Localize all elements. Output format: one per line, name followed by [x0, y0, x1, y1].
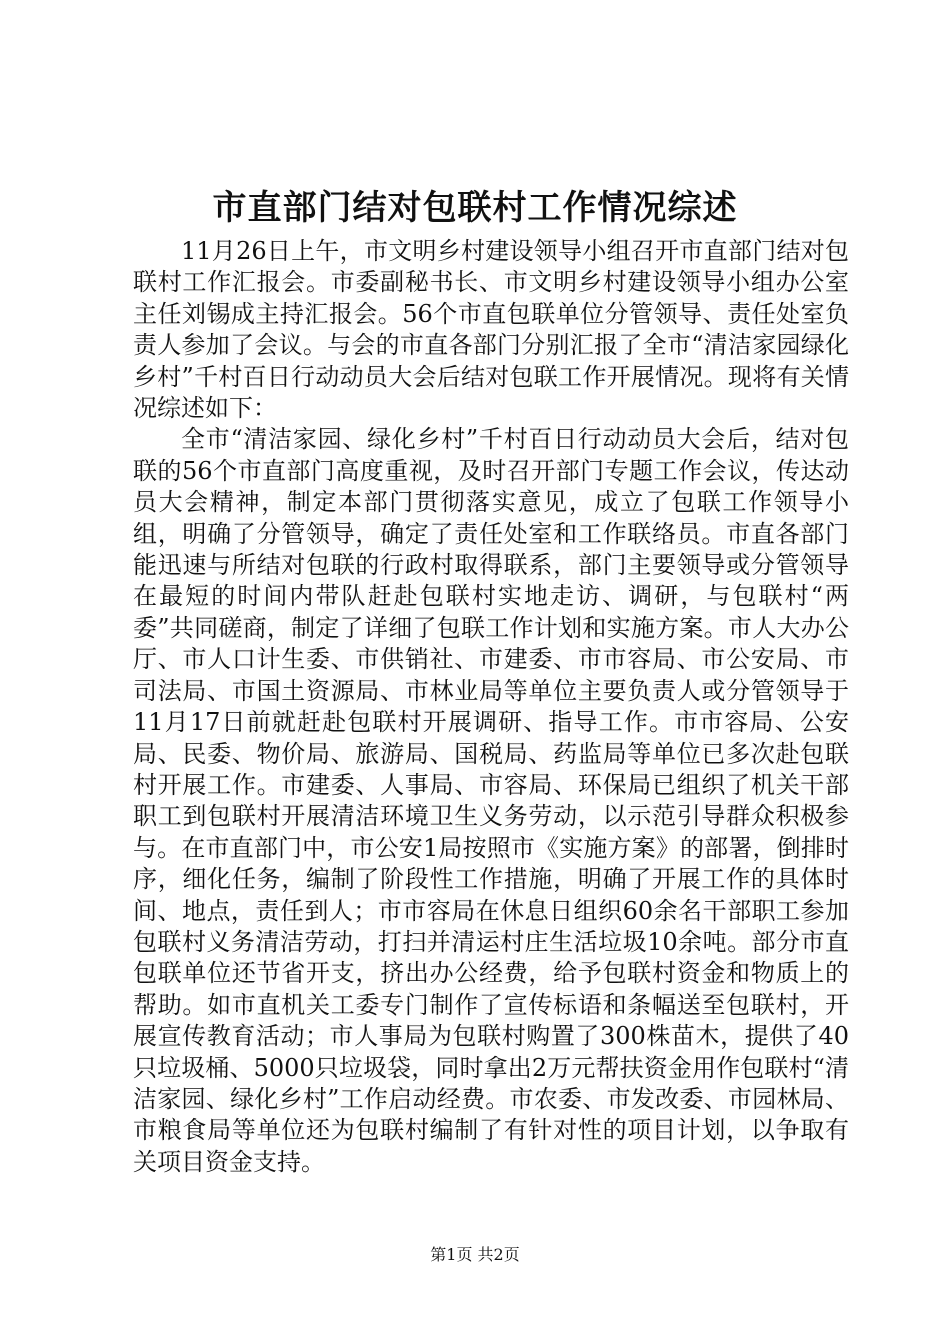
page-footer: 第1页 共2页 [430, 1245, 520, 1264]
paragraph-main: 全市“清洁家园、绿化乡村”千村百日行动动员大会后，结对包联的56个市直部门高度重视，及时召开部门专题工作会议，传达动员大会精神，制定本部门贯彻落实意见，成立了包联工作领导小组，明确了分管领导，确定了责任处室和工作联络员。市直各部门能迅速与所结对包联的行政村取得联系，部门主要领导或分管领导在最短的时间内带队赶赴包联村实地走访、调研，与包联村“两委”共同磋商，制定了详细了包联工作计划和实施方案。市人大办公厅、市人口计生委、市供销社、市建委、市市容局、市公安局、市司法局、市国土资源局、市林业局等单位主要负责人或分管领导于11月17日前就赶赴包联村开展调研、指导工作。市市容局、公安局、民委、物价局、旅游局、国税局、药监局等单位已多次赴包联村开展工作。市建委、人事局、市容局、环保局已组织了机关干部职工到包联村开展清洁环境卫生义务劳动，以示范引导群众积极参与。在市直部门中，市公安1局按照市《实施方案》的部署，倒排时序，细化任务，编制了阶段性工作措施，明确了开展工作的具体时间、地点，责任到人；市市容局在休息日组织60余名干部职工参加包联村义务清洁劳动，打扫并清运村庄生活垃圾10余吨。部分市直包联单位还节省开支，挤出办公经费，给予包联村资金和物质上的帮助。如市直机关工委专门制作了宣传标语和条幅送至包联村，开展宣传教育活动；市人事局为包联村购置了300株苗木，提供了40只垃圾桶、5000只垃圾袋，同时拿出2万元帮扶资金用作包联村“清洁家园、绿化乡村”工作启动经费。市农委、市发改委、市园林局、市粮食局等单位还为包联村编制了有针对性的项目计划，以争取有关项目资金支持。 [133, 425, 849, 1176]
document-body [133, 236, 849, 1178]
document-title: 市直部门结对包联村工作情况综述 [212, 188, 738, 228]
paragraph-intro: 11月26日上午，市文明乡村建设领导小组召开市直部门结对包联村工作汇报会。市委副秘书长、市文明乡村建设领导小组办公室主任刘锡成主持汇报会。56个市直包联单位分管领导、责任处室负责人参加了会议。与会的市直各部门分别汇报了全市“清洁家园绿化乡村”千村百日行动动员大会后结对包联工作开展情况。现将有关情况综述如下： [133, 237, 849, 423]
